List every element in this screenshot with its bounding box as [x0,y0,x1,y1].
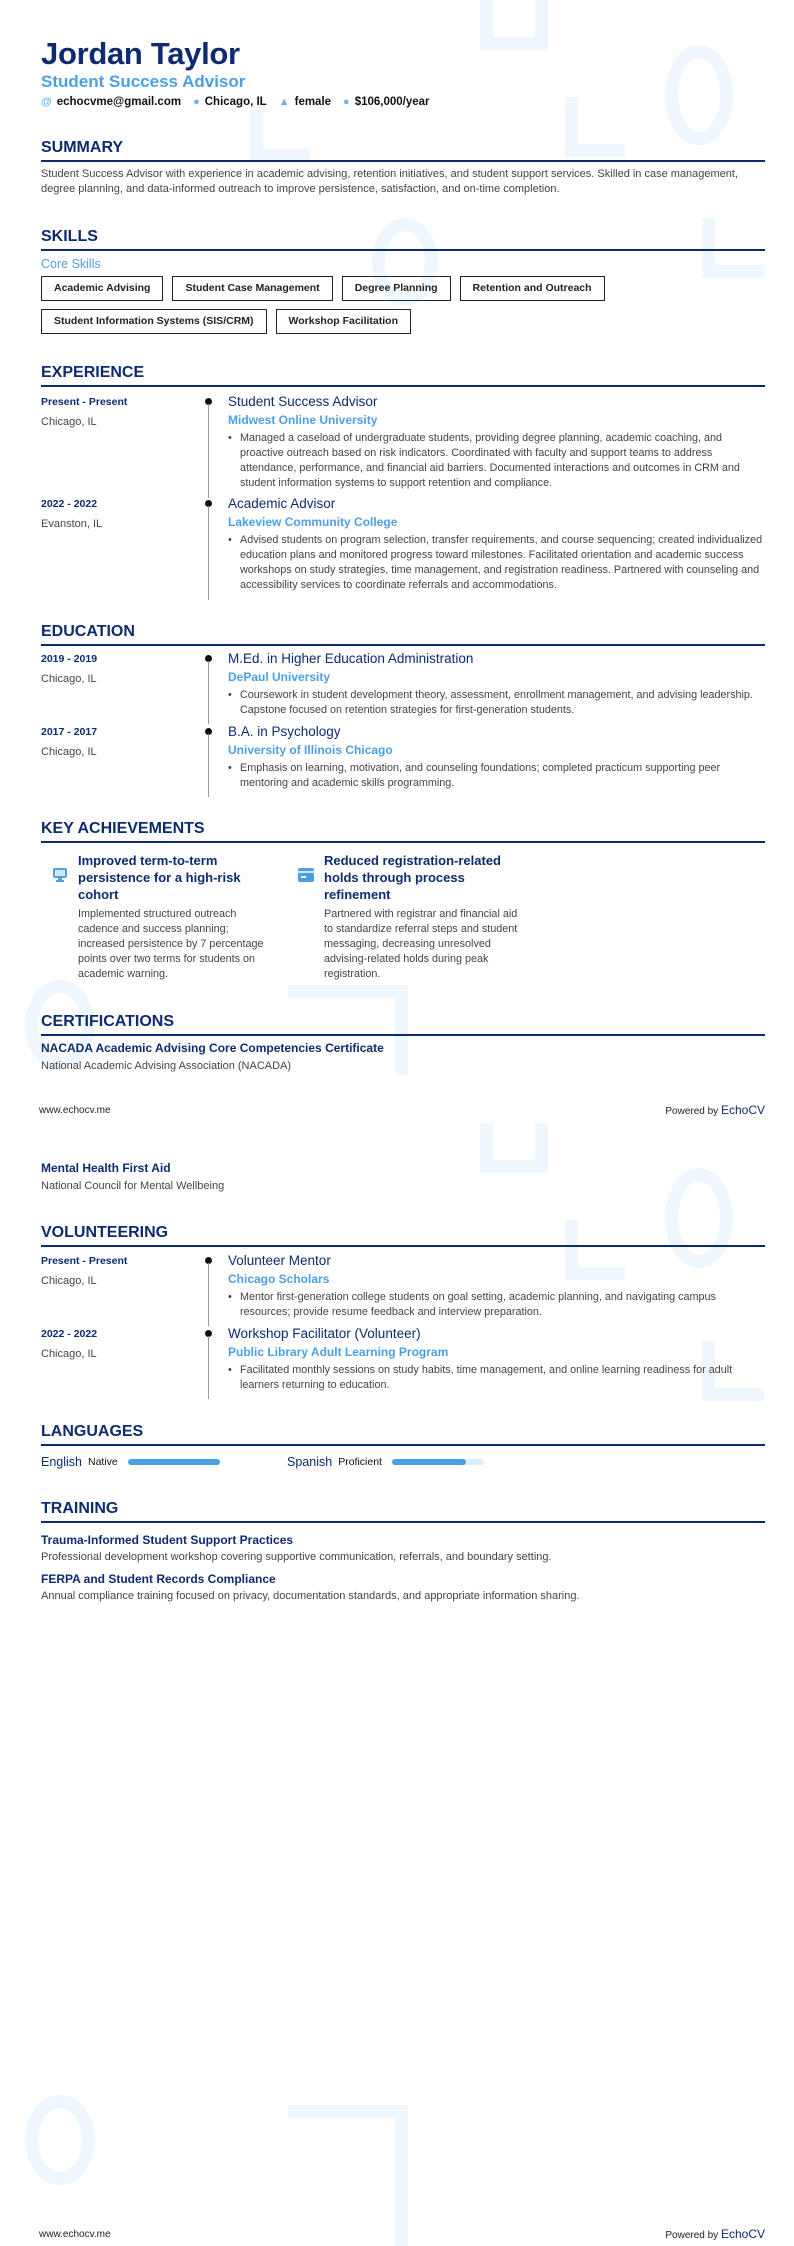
language-level: Proficient [338,1456,382,1468]
education-heading: EDUCATION [41,622,765,646]
language-item [41,1455,220,1469]
footer-powered: Powered by EchoCV [665,1103,765,1117]
training-text: Professional development workshop covering supportive communication, referrals, and boundary setting. [41,1551,552,1563]
contact-gender: ▲ female [278,96,332,108]
entry-bullet: • Emphasis on learning, motivation, and counseling foundations; completed practicum supporting peer mentoring and academic skills programming. [228,761,765,791]
proficiency-fill [392,1459,466,1465]
deco-circle [665,45,733,145]
skills-list [41,276,765,334]
training-text: Annual compliance training focused on privacy, documentation standards, and appropriate information sharing. [41,1590,580,1602]
entry-date: Present - Present [41,1255,128,1267]
skill-tag: Student Case Management [172,276,332,301]
entry-date: 2019 - 2019 [41,653,98,665]
footer-site-link[interactable]: www.echocv.me [39,2229,111,2240]
monitor-icon [52,868,68,882]
timeline-line [208,661,209,724]
training-title: FERPA and Student Records Compliance [41,1572,276,1586]
achievement-title: Improved term-to-term persistence for a high-risk cohort [78,853,241,902]
entry-organization: Chicago Scholars [228,1272,330,1286]
skills-heading: SKILLS [41,227,765,251]
entry-location: Evanston, IL [41,518,103,530]
entry-title: Volunteer Mentor [228,1253,331,1268]
language-name: Spanish [287,1455,333,1469]
certification-title: Mental Health First Aid [41,1161,171,1175]
language-proficiency-bar [128,1459,220,1465]
entry-location: Chicago, IL [41,416,97,428]
skill-tag: Retention and Outreach [460,276,605,301]
footer-site-link[interactable]: www.echocv.me [39,1105,111,1116]
entry-title: B.A. in Psychology [228,724,341,739]
language-level: Native [88,1456,118,1468]
deco-bracket [480,0,548,50]
training-heading: TRAINING [41,1499,765,1523]
candidate-name: Jordan Taylor [41,36,240,71]
proficiency-fill [128,1459,220,1465]
language-name: English [41,1455,82,1469]
timeline-line [208,1336,209,1399]
certification-issuer: National Academic Advising Association (NACADA) [41,1060,292,1072]
summary-heading: SUMMARY [41,138,765,162]
skill-tag: Workshop Facilitation [276,309,411,334]
entry-bullet: • Facilitated monthly sessions on study habits, time management, and online learning readiness for adult learners returning to education. [228,1363,765,1393]
entry-school: DePaul University [228,670,331,684]
entry-location: Chicago, IL [41,673,97,685]
achievement-title: Reduced registration-related holds through process refinement [324,853,501,902]
entry-company: Lakeview Community College [228,515,398,529]
dollar-icon: ● [343,96,350,108]
contact-salary: ● $106,000/year [343,96,430,108]
summary-text: Student Success Advisor with experience in academic advising, retention initiatives, and student support services. Skilled in case management, degree planning, and data-informed outreach to improve persistence, satisfaction, and on-time completion. [41,168,739,195]
language-item [287,1455,484,1469]
entry-date: 2017 - 2017 [41,726,98,738]
entry-school: University of Illinois Chicago [228,743,393,757]
entry-title: Student Success Advisor [228,394,378,409]
brand-logo: EchoCV [720,1103,765,1117]
achievement-text: Implemented structured outreach cadence and success planning; increased persistence by 7 percentage points over two terms for students on academic warning. [78,908,264,980]
achievement-item [324,852,524,982]
entry-date: 2022 - 2022 [41,498,98,510]
card-icon [298,868,314,882]
certifications-heading: CERTIFICATIONS [41,1012,765,1036]
skill-tag: Student Information Systems (SIS/CRM) [41,309,267,334]
entry-location: Chicago, IL [41,1275,97,1287]
certification-issuer: National Council for Mental Wellbeing [41,1180,225,1192]
entry-bullet: • Coursework in student development theory, assessment, enrollment management, and advising leadership. Capstone focused on retention strategies for first-generation students. [228,688,765,718]
brand-logo: EchoCV [720,2227,765,2241]
entry-date: Present - Present [41,396,128,408]
deco-bracket [288,2105,408,2246]
language-proficiency-bar [392,1459,484,1465]
deco-circle [25,2095,95,2185]
entry-title: Academic Advisor [228,496,336,511]
entry-title: Workshop Facilitator (Volunteer) [228,1326,421,1341]
timeline-line [208,734,209,797]
achievement-item [78,852,278,982]
volunteering-heading: VOLUNTEERING [41,1223,765,1247]
timeline-line [208,404,209,498]
entry-date: 2022 - 2022 [41,1328,98,1340]
at-icon: @ [41,96,52,108]
skill-tag: Academic Advising [41,276,163,301]
contact-row [41,96,430,108]
candidate-title: Student Success Advisor [41,72,246,91]
deco-bracket [480,1123,548,1173]
entry-company: Midwest Online University [228,413,378,427]
experience-heading: EXPERIENCE [41,363,765,387]
skills-group-label: Core Skills [41,257,101,271]
languages-heading: LANGUAGES [41,1422,765,1446]
entry-title: M.Ed. in Higher Education Administration [228,651,474,666]
certification-title: NACADA Academic Advising Core Competencies Certificate [41,1041,384,1055]
training-title: Trauma-Informed Student Support Practices [41,1533,294,1547]
entry-bullet: • Advised students on program selection, transfer requirements, and course sequencing; created individualized education plans and monitored progress toward milestones. Facilitated orientation and academic success workshops on study strategies, time management, and registration readiness. Partnered with counseling and accessibility services to coordinate referrals and accommodations. [228,533,765,593]
achievement-text: Partnered with registrar and financial aid to standardize referral steps and student messaging, decreasing unresolved advising-related holds during peak registration. [324,908,518,980]
contact-email[interactable]: @ echocvme@gmail.com [41,96,182,108]
entry-location: Chicago, IL [41,1348,97,1360]
location-pin-icon: ● [193,96,200,108]
footer-powered: Powered by EchoCV [665,2227,765,2241]
person-icon: ▲ [278,96,290,108]
entry-location: Chicago, IL [41,746,97,758]
contact-location: ● Chicago, IL [193,96,267,108]
timeline-line [208,506,209,600]
achievements-heading: KEY ACHIEVEMENTS [41,819,765,843]
skill-tag: Degree Planning [342,276,451,301]
entry-bullet: • Mentor first-generation college students on goal setting, academic planning, and navigating campus resources; provide resume feedback and interview preparation. [228,1290,765,1320]
entry-bullet: • Managed a caseload of undergraduate students, providing degree planning, academic coaching, and proactive outreach based on risk indicators. Coordinated with faculty and support teams to address attendance, performance, and financial aid barriers. Documented interactions and outcomes in CRM and student information systems to support retention and compliance. [228,431,765,491]
timeline-line [208,1263,209,1326]
entry-organization: Public Library Adult Learning Program [228,1345,449,1359]
